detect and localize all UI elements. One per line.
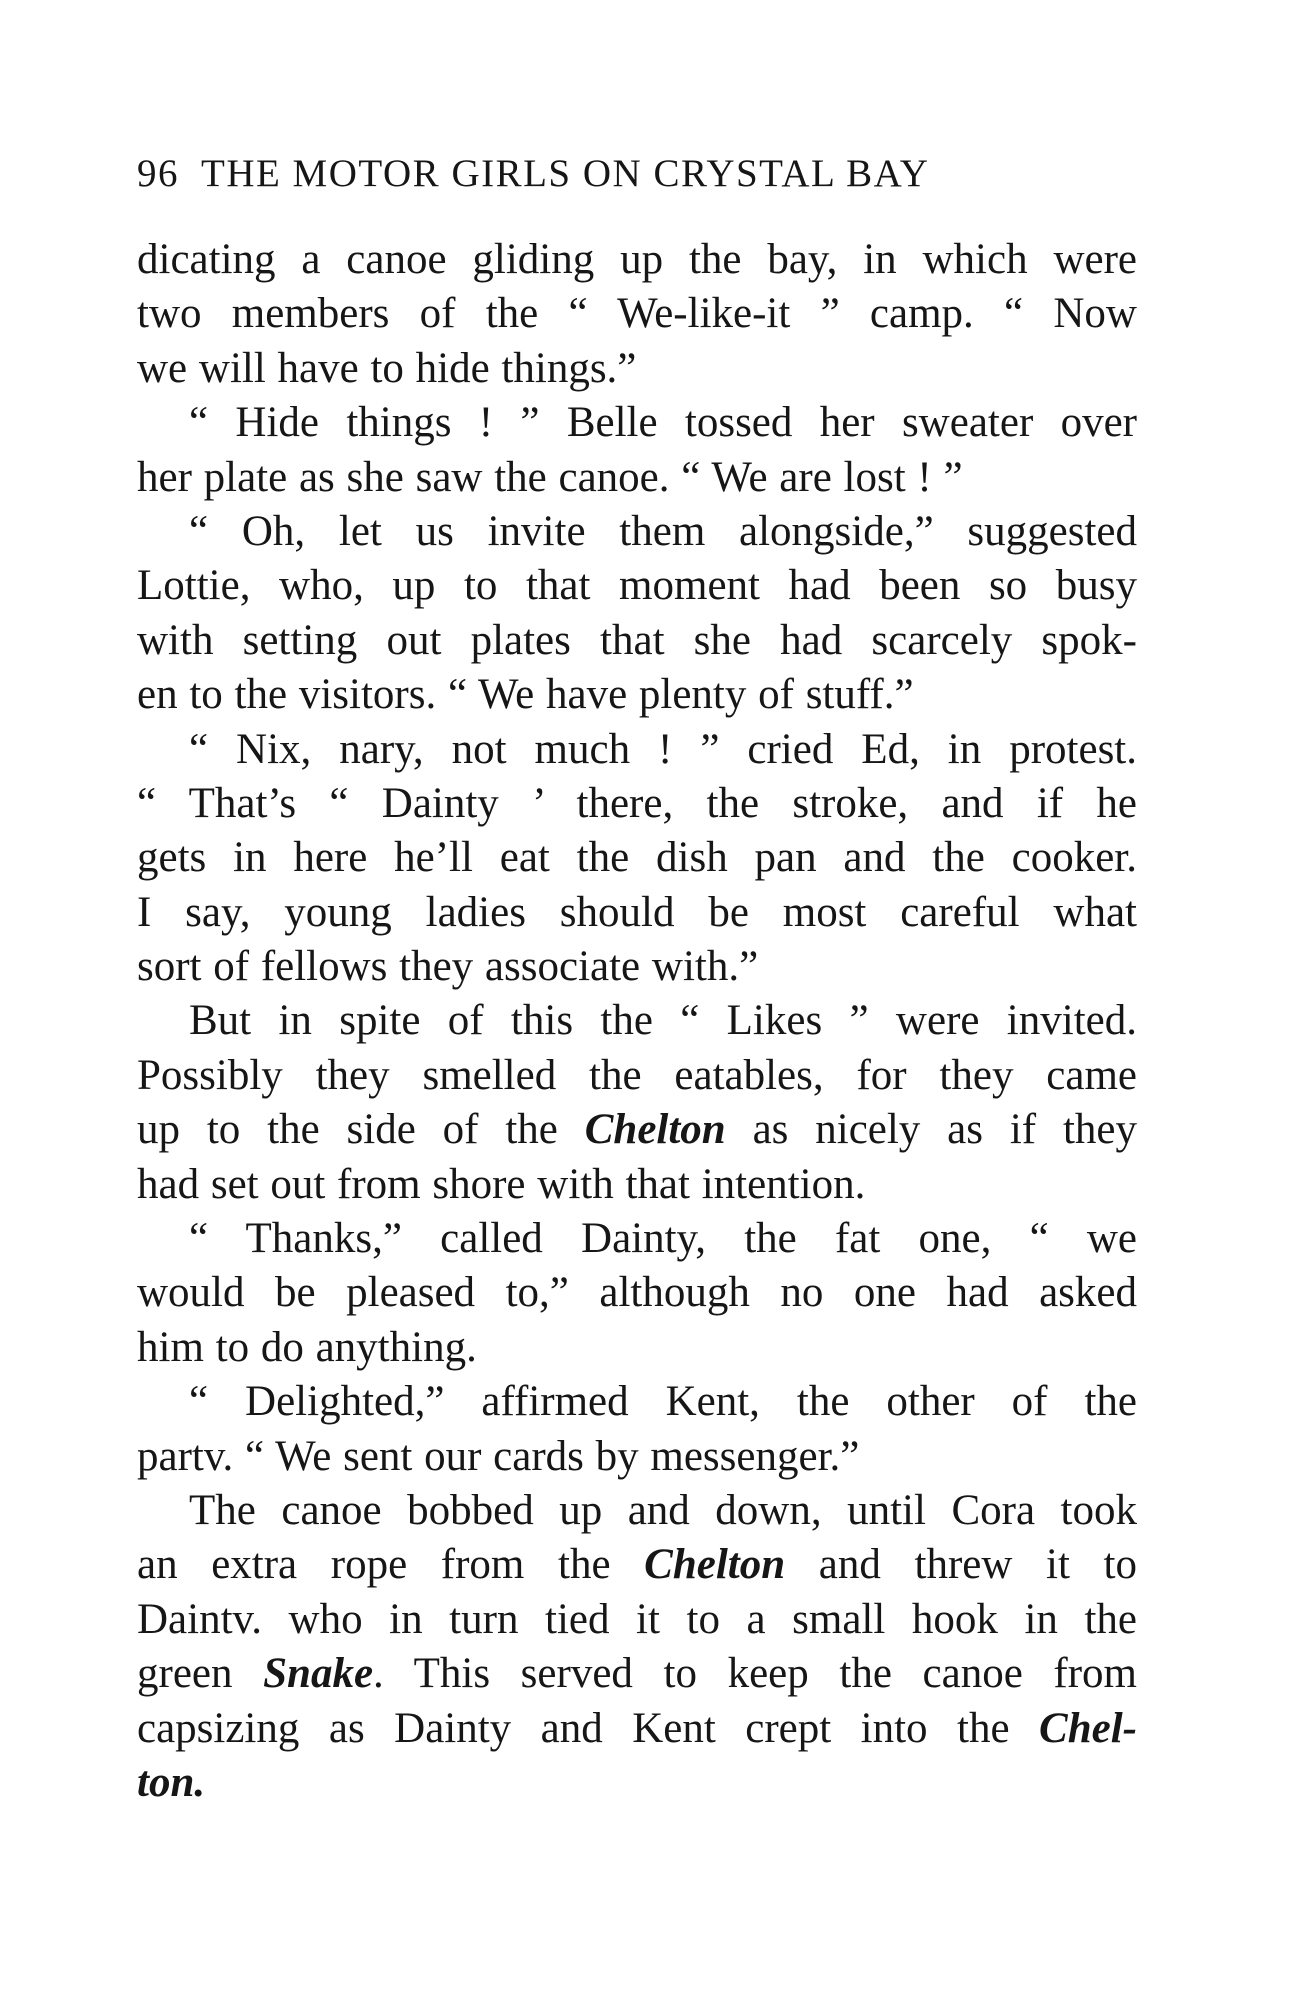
- running-head: [137, 146, 1137, 202]
- text-line: capsizing as Dainty and Kent crept into the Chel-: [137, 1704, 1137, 1752]
- text-line: partv. “ We sent our cards by messenger.”: [137, 1432, 860, 1480]
- text-line: dicating a canoe gliding up the bay, in which were: [137, 236, 1137, 283]
- running-title: THE MOTOR GIRLS ON CRYSTAL BAY: [201, 152, 930, 195]
- page-number: 96: [137, 152, 179, 195]
- text-line: sort of fellows they associate with.”: [137, 943, 759, 991]
- text-line: an extra rope from the Chelton and threw it to: [137, 1541, 1137, 1589]
- text-line: would be pleased to,” although no one had asked: [137, 1269, 1137, 1317]
- text-line: The canoe bobbed up and down, until Cora took: [189, 1486, 1137, 1534]
- text-line: green Snake. This served to keep the canoe from: [137, 1650, 1137, 1698]
- text-line: I say, young ladies should be most careful what: [137, 888, 1137, 936]
- text-line: Lottie, who, up to that moment had been so busy: [137, 562, 1137, 610]
- text-line: “ Thanks,” called Dainty, the fat one, “ we: [189, 1215, 1137, 1263]
- text-line: “ Oh, let us invite them alongside,” suggested: [189, 507, 1137, 555]
- text-line: two members of the “ We-like-it ” camp. “ Now: [137, 290, 1137, 338]
- text-line: “ Nix, nary, not much ! ” cried Ed, in protest.: [189, 725, 1137, 773]
- text-line: him to do anything.: [137, 1323, 477, 1371]
- text-line: en to the visitors. “ We have plenty of stuff.”: [137, 671, 914, 719]
- text-line: “ Hide things ! ” Belle tossed her sweater over: [189, 399, 1137, 447]
- text-line: up to the side of the Chelton as nicely as if they: [137, 1106, 1137, 1154]
- text-line: “ That’s “ Dainty ’ there, the stroke, and if he: [137, 779, 1137, 827]
- text-line: Daintv. who in turn tied it to a small hook in the: [137, 1595, 1137, 1643]
- text-line: Possibly they smelled the eatables, for they came: [137, 1051, 1137, 1099]
- text-line: we will have to hide things.”: [137, 344, 637, 392]
- body-text: [137, 233, 1137, 1810]
- text-line: with setting out plates that she had scarcely spok-: [137, 616, 1137, 664]
- text-line: had set out from shore with that intention.: [137, 1160, 866, 1208]
- text-line: “ Delighted,” affirmed Kent, the other of the: [189, 1378, 1137, 1426]
- text-line: But in spite of this the “ Likes ” were invited.: [189, 997, 1137, 1045]
- text-line: ton.: [137, 1758, 206, 1806]
- text-line: her plate as she saw the canoe. “ We are lost ! ”: [137, 453, 963, 501]
- text-line: gets in here he’ll eat the dish pan and the cooker.: [137, 834, 1137, 882]
